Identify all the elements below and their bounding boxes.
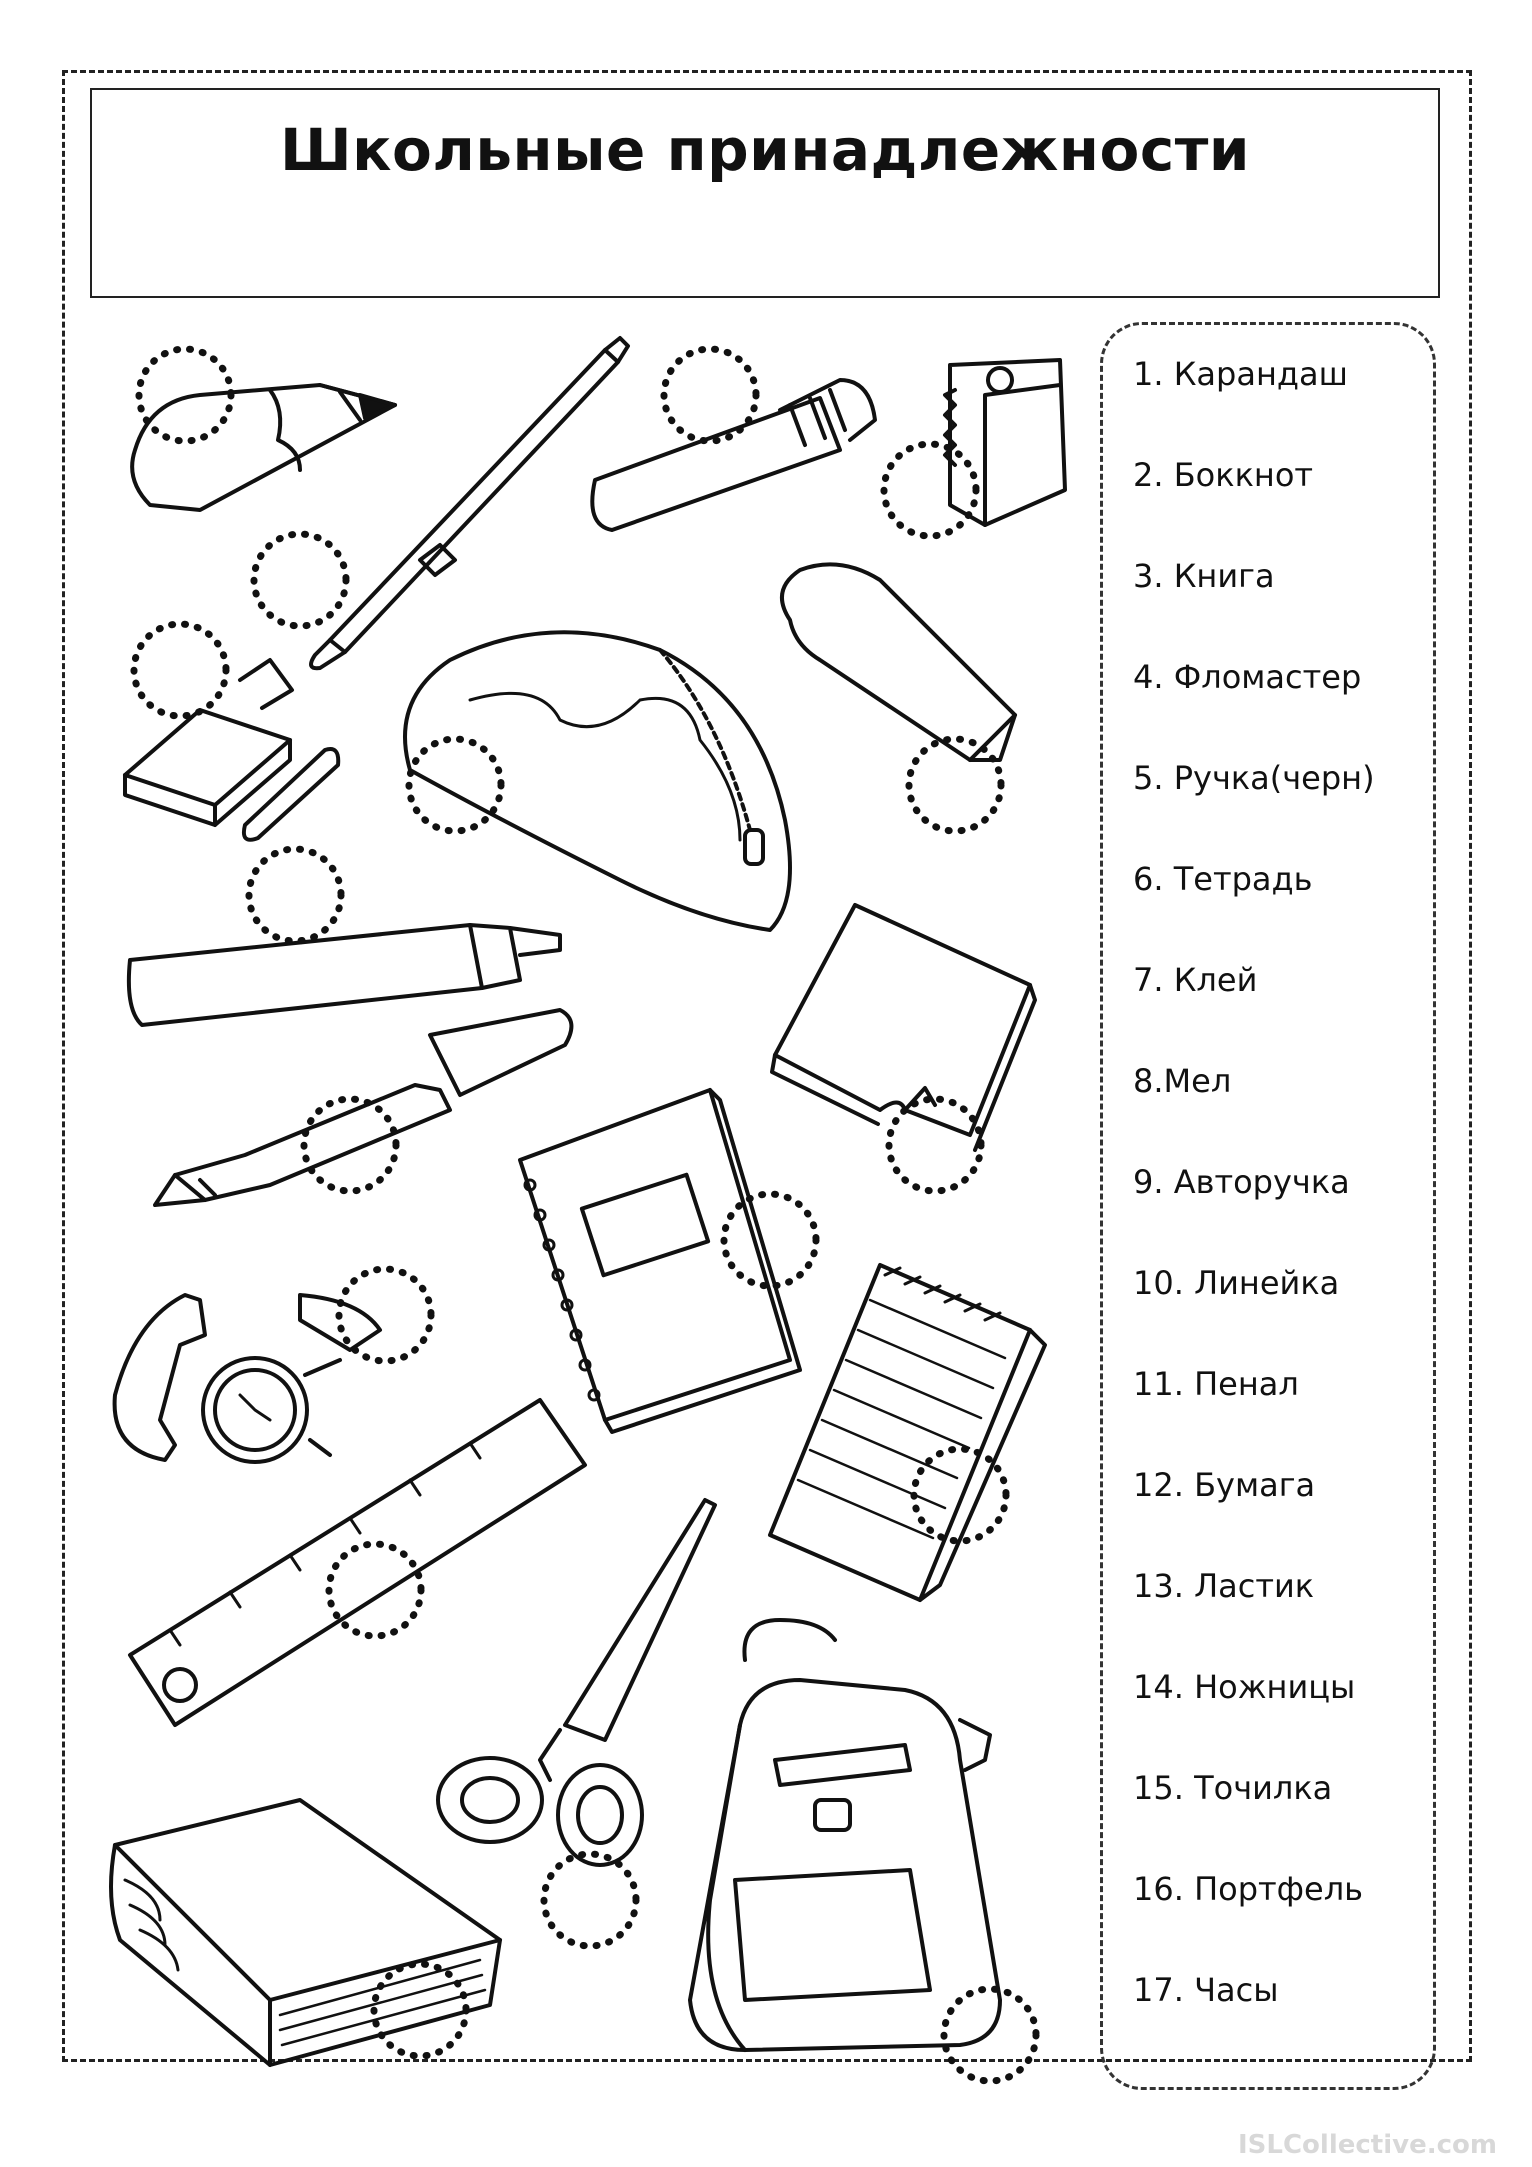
- book-icon: [111, 1800, 500, 2065]
- word-item: 10. Линейка: [1133, 1264, 1340, 1302]
- answer-circle[interactable]: [889, 1099, 981, 1191]
- word-item: 9. Авторучка: [1133, 1163, 1350, 1201]
- word-item: 17. Часы: [1133, 1971, 1279, 2009]
- word-item: 11. Пенал: [1133, 1365, 1299, 1403]
- word-item: 8.Мел: [1133, 1062, 1232, 1100]
- word-item: 15. Точилка: [1133, 1769, 1333, 1807]
- answer-circle[interactable]: [134, 624, 226, 716]
- glue-stick-icon: [592, 380, 875, 530]
- eraser-icon: [782, 564, 1015, 760]
- answer-circle[interactable]: [254, 534, 346, 626]
- sharpener-icon: [945, 360, 1065, 525]
- word-item: 12. Бумага: [1133, 1466, 1316, 1504]
- word-item: 6. Тетрадь: [1133, 860, 1313, 898]
- word-bank: [1100, 322, 1436, 2090]
- backpack-icon: [690, 1620, 1000, 2050]
- pencil-case-icon: [405, 632, 790, 930]
- answer-circle[interactable]: [944, 1989, 1036, 2081]
- answer-circle[interactable]: [909, 739, 1001, 831]
- word-item: 4. Фломастер: [1133, 658, 1362, 696]
- answer-circle[interactable]: [884, 444, 976, 536]
- answer-circle[interactable]: [544, 1854, 636, 1946]
- answer-circle[interactable]: [339, 1269, 431, 1361]
- word-item: 7. Клей: [1133, 961, 1258, 999]
- notepad-icon: [770, 1265, 1045, 1600]
- page-title: Школьные принадлежности: [280, 116, 1250, 184]
- marker-icon: [129, 925, 560, 1025]
- chalk-icon: [125, 660, 338, 840]
- watch-icon: [115, 1295, 380, 1462]
- fountain-pen-icon: [155, 1010, 571, 1205]
- answer-circle[interactable]: [664, 349, 756, 441]
- answer-circle[interactable]: [249, 849, 341, 941]
- answer-circle[interactable]: [374, 1964, 466, 2056]
- answer-circle[interactable]: [409, 739, 501, 831]
- word-item: 5. Ручка(черн): [1133, 759, 1375, 797]
- watermark: ISLCollective.com: [1238, 2130, 1497, 2160]
- word-item: 13. Ластик: [1133, 1567, 1315, 1605]
- scissors-icon: [438, 1500, 715, 1865]
- pencil-icon: [132, 385, 395, 510]
- ruler-icon: [130, 1400, 585, 1725]
- word-item: 2. Боккнот: [1133, 456, 1314, 494]
- pen-icon: [311, 338, 628, 668]
- word-item: 1. Карандаш: [1133, 355, 1348, 393]
- answer-circle[interactable]: [329, 1544, 421, 1636]
- word-item: 3. Книга: [1133, 557, 1275, 595]
- word-item: 16. Портфель: [1133, 1870, 1364, 1908]
- word-item: 14. Ножницы: [1133, 1668, 1356, 1706]
- notebook-icon: [520, 1090, 800, 1432]
